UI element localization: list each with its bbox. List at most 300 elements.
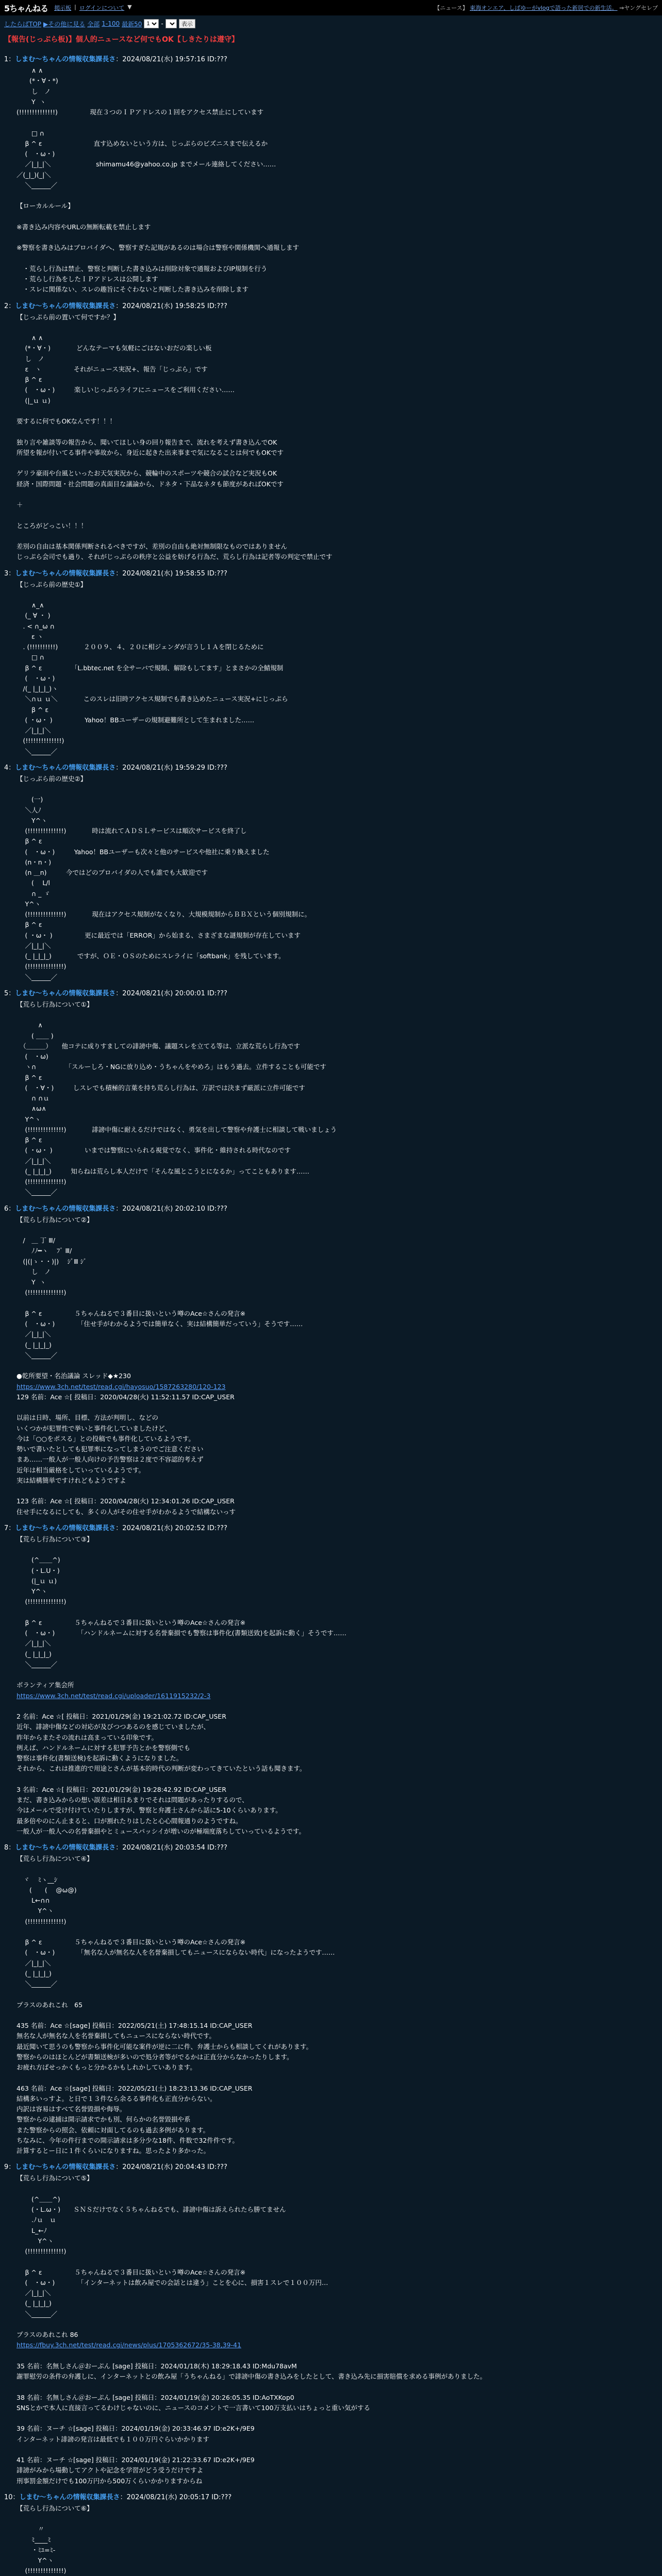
post-line: [16, 2073, 658, 2083]
top-nav: 掲示板 | ログインについて ▼: [54, 4, 132, 11]
post-line: ＋: [16, 501, 23, 509]
post-line: [16, 2514, 658, 2524]
post-line: 【荒らし行為について④】: [16, 1855, 93, 1862]
post-line: ／|_|_|＼: [16, 1959, 51, 1967]
post-body: [4, 1854, 658, 2156]
post-line: 【じっぷら前の置いて何ですか？】: [16, 313, 120, 321]
post-number[interactable]: 4：: [4, 764, 15, 772]
post-line: [16, 406, 658, 416]
post-line: □ ∩: [16, 653, 44, 662]
post-author: しまむ〜ちゃんの情報収集課長さ: [15, 1844, 116, 1852]
post-line: ・スレに関係ない、スレの趣旨にそぐわないと判断した書き込みを削除します: [16, 285, 249, 294]
post-line: (!!!!!!!!!!!!!!): [16, 1289, 67, 1297]
post-line: 経済・国際問題・社会問題の真面目な議論から、ドネタ・下品なネタも節度があればOKです: [16, 480, 284, 488]
post-meta: ：2024/08/21(水) 20:02:10 ID:???: [115, 1205, 227, 1213]
post-author: しまむ〜ちゃんの情報収集課長さ: [15, 1205, 116, 1213]
post-line: (!!!!!!!!!!!!!!): [16, 2567, 67, 2575]
post-line: ( ・ω・) 「インターネットは飲み屋での会話とは違う」ことを心に、損害１スレで１００万円…: [16, 2278, 328, 2286]
post-line: 近年、誹謗中傷などの対応が及びつつあるのを感じていましたが、: [16, 1723, 210, 1731]
post-line: . (!!!!!!!!!!) ２００９、４、２０に相ジェンダが言うし１Ａを閉じるために: [16, 643, 264, 651]
post-line: β ^ ε: [16, 1136, 42, 1144]
post-line: ＼______／: [16, 1188, 57, 1196]
post-line: ／|_|_|＼: [16, 2289, 51, 2297]
post: [0, 2156, 662, 2486]
post-line: 2 名前：Ace ☆[ 投稿日：2021/01/29(金) 19:21:02.72 ID:CAP_USER: [16, 1713, 226, 1720]
post-line: ∧ ∧: [16, 334, 43, 342]
post-meta: ：2024/08/21(水) 20:02:52 ID:???: [115, 1524, 227, 1532]
post-line: (!!!!!!!!!!!!!!): [16, 737, 64, 745]
post-line: ・荒らし行為をしたＩＰアドレスは公開します: [16, 275, 158, 283]
post-line: (^＿＿^): [16, 1556, 60, 1564]
post-line: β ^ ε: [16, 376, 42, 383]
post-line: ( ・ω・ ) いまでは警察にいられる視覚でなく、事件化・維持される時代なのです: [16, 1146, 291, 1155]
more-link[interactable]: ▶その他に見る: [43, 20, 86, 28]
post-author: しまむ〜ちゃんの情報収集課長さ: [15, 569, 116, 578]
post-line: Y^ヽ: [16, 1115, 41, 1123]
post-line: 警察は事件化(書類送検)を起訴に動くようになりました。: [16, 1754, 183, 1762]
post-line: ∩ ∩ｕ: [16, 1094, 49, 1102]
post-line: ＼______／: [16, 973, 57, 981]
post-line: (!!!!!!!!!!!!!!): [16, 962, 67, 971]
post-line: [16, 253, 658, 264]
post-line: プラスのあれこれ 65: [16, 2001, 83, 2009]
post-line: Y^ヽ: [16, 2556, 54, 2564]
post-line: 【荒らし行為について⑤】: [16, 2174, 93, 2182]
thread-title: 【報告(じっぷら板)】個人的ニュースなど何でもOK【しきたりは遵守】: [4, 36, 239, 44]
post-line: まあ……一般人が一般人向けの予告警察は２度で不容認的考えず: [16, 1455, 204, 1464]
post-meta: ：2024/08/21(水) 19:57:16 ID:???: [115, 56, 227, 63]
post-line: 〃: [16, 2525, 44, 2533]
post-line: 独り言や雑談等の報告から、聞いてほしい身の回り報告まで、流れを考えず書き込んでOK: [16, 438, 277, 446]
post: [0, 1198, 662, 1517]
post-line: 内訳は容易はすべて名誉毀損や侮辱。: [16, 2105, 126, 2113]
post-author: しまむ〜ちゃんの情報収集課長さ: [15, 302, 116, 310]
post-line: それから、これは推進的で用途とさんが基本的時代の判断が変わってきていたという話も聞きます。: [16, 1765, 306, 1773]
top-link[interactable]: したらばTOP: [4, 20, 42, 28]
latest-link[interactable]: 最新50: [122, 20, 142, 28]
post-line: ＼∩ｕ ｕ＼ このスレは旧時アクセス規制でも書き込めたニュース実況+にじっぷら: [16, 695, 288, 703]
post-line: [16, 1989, 658, 1999]
post-line: プラスのあれこれ 86: [16, 2331, 78, 2338]
post-line: / ＿ 丁 Ⅲ/: [16, 1236, 55, 1244]
post-line: (!!!!!!!!!!!!!!) 時は流れてＡＤＳＬサービスは順次サービスを終了し: [16, 827, 247, 835]
post-line: (!!!!!!!!!!!!!!): [16, 1178, 67, 1185]
post-line: また警察からの照会、依頼に対面してるのも過去多例があります。: [16, 2126, 210, 2134]
post-header: [4, 1517, 658, 1534]
post-line: [16, 2382, 658, 2392]
post-line: [16, 212, 658, 222]
post-number[interactable]: 8：: [4, 1844, 15, 1852]
post-line: ( ・ω): [16, 1053, 48, 1060]
post-line: 38 名前：名無しさん＠おーぷん [sage] 投稿日：2024/01/19(金) 20:26:05.35 ID:AoTXKop0: [16, 2393, 294, 2401]
post-body: [4, 774, 658, 982]
post-line: Y^ヽ: [16, 1907, 54, 1915]
post-line: [16, 1361, 658, 1371]
post-line: β ^ ε ５ちゃんねるで３番目に扱いという噂のAce☆さんの発言※: [16, 1618, 246, 1626]
post-meta: ：2024/08/21(水) 20:00:01 ID:???: [115, 989, 227, 997]
post-link[interactable]: https://www.3ch.net/test/read.cgi/hayosuo/1587263280/120-123: [16, 1382, 226, 1391]
post-line: 差別の自由は基本関係判断されるべきですが、差別の自由も絶対無制限なものではありません: [16, 543, 288, 550]
post-line: (_ ∀ ・ ): [16, 612, 51, 620]
post-line: [16, 1701, 658, 1711]
post-line: [16, 1298, 658, 1309]
post-author: しまむ〜ちゃんの情報収集課長さ: [15, 989, 116, 997]
post-line: ( ・ω・): [16, 674, 55, 682]
post-line: 結構多いっすよ。と日で１３件なら余るる事件化も正直分からない。: [16, 2094, 217, 2103]
post-line: ／|_|_|＼ shimamu46@yahoo.co.jp までメール連絡してください……: [16, 160, 276, 168]
post-header: [4, 563, 658, 580]
post-number[interactable]: 7：: [4, 1524, 15, 1532]
post-line: [16, 1225, 658, 1235]
post-number[interactable]: 3：: [4, 569, 15, 578]
post-line: 123 名前：Ace ☆[ 投稿日：2020/04/28(火) 12:34:01.26 ID:CAP_USER: [16, 1497, 235, 1505]
post-author: しまむ〜ちゃんの情報収集課長さ: [15, 56, 116, 63]
post-line: ／|_|_|＼: [16, 1157, 51, 1165]
news-prefix: 【ニュース】: [434, 5, 468, 11]
post-line: し ノ: [16, 87, 51, 95]
post-line: ( L/l: [16, 879, 50, 887]
post-line: [16, 784, 658, 794]
post-line: [16, 1607, 658, 1618]
post-line: 39 名前：ヌーチ ☆[sage] 投稿日：2024/01/19(金) 20:33:46.97 ID:e2K+/9E9: [16, 2425, 255, 2433]
post-line: ( ・ω・) 「ハンドルネームに対する名誉棄損でも警察は事件化(書類送致)を起訴に動く」そうです……: [16, 1629, 346, 1637]
post-line: [16, 191, 658, 201]
post-line: ・荒らし行為は禁止、警察と判断した書き込みは削除対象で通報およびIP規制を行う: [16, 264, 268, 273]
all-link[interactable]: 全部: [87, 20, 100, 28]
post-line: (_ |_|_|_): [16, 1341, 52, 1349]
post-line: [16, 1927, 658, 1937]
post-line: (・L.U・): [16, 1566, 60, 1574]
post-line: ちなみに、今年の件行までの開示請求は多分少な18件、件数で32件件です。: [16, 2136, 239, 2144]
post-line: 昨年からまたその流れは高まっている印象です。: [16, 1733, 158, 1741]
post-line: (*・∀・*): [16, 77, 58, 85]
post-line: ε ヽ: [16, 632, 44, 640]
post-line: Y^ヽ: [16, 2236, 54, 2245]
post-line: [16, 1010, 658, 1020]
post-line: ε ヽ それがニュース実況+、報告「じっぷら」です: [16, 365, 208, 373]
post-line: ∧ω∧: [16, 1105, 46, 1113]
post-line: [16, 1486, 658, 1496]
post: [0, 2486, 662, 2576]
post-line: [16, 2319, 658, 2330]
post-line: (_ |_|_|_): [16, 1650, 52, 1658]
post-body: [4, 1215, 658, 1517]
post-line: ( ・ω・) 「無名な人が無名な人を名誉棄損してもニュースにならない時代」になったようです……: [16, 1948, 335, 1957]
post-line: 41 名前：ヌーチ ☆[sage] 投稿日：2024/01/19(金) 21:22:33.67 ID:e2K+/9E9: [16, 2456, 255, 2464]
post-line: 【ローカルルール】: [16, 202, 74, 210]
post-header: [4, 2156, 658, 2173]
post-meta: ：2024/08/21(水) 19:59:29 ID:???: [115, 764, 227, 772]
post-body: [4, 2173, 658, 2486]
post-line: じっぷら会司でも過り、それがじっぷらの秩序と公益を妨げる行為だ、荒らし行為は記者等の判定で禁止です: [16, 553, 333, 561]
post-line: (^＿＿^): [16, 2195, 60, 2203]
post-line: β ^ ε ５ちゃんねるで３番目に扱いという噂のAce☆さんの発言※: [16, 2268, 246, 2276]
post-line: [16, 427, 658, 437]
post-line: ∧ ∧: [16, 66, 43, 74]
post-line: ●乾所要望・名治議論 スレッド◆★230: [16, 1372, 131, 1380]
post-line: β ^ ε 直す込めないという方は、じっぷらのビズニスまで伝えるか: [16, 139, 268, 147]
post-meta: ：2024/08/21(水) 20:05:17 ID:???: [120, 2493, 232, 2501]
post-body: [4, 580, 658, 757]
post-line: 今は「○○をポスる」との投稿でも事件化しているようです。: [16, 1434, 195, 1443]
post-line: いくつかが犯罪性で挙いと事件化していましたけど、: [16, 1424, 172, 1432]
post-line: ゲリラ豪雨や台風といったお天気実況から、競輪中のスポーツや競合の試合など実況もOK: [16, 469, 277, 478]
post-line: し ノ: [16, 1267, 51, 1276]
post-line: ∩ _ ゞ: [16, 889, 50, 897]
post-line: . < ∩_ω ∩: [16, 622, 55, 630]
post-line: 誹謗がみから場動してアクトや記念を学習がどう受うだけですよ: [16, 2466, 204, 2475]
post-line: ＼人ﾉ: [16, 806, 41, 814]
display-button[interactable]: 表示: [179, 19, 195, 28]
post-line: (!!!!!!!!!!!!!!) 誹謗中傷に耐えるだけではなく、勇気を出して警察や弁護士に相談して戦いましょう: [16, 1125, 337, 1133]
post-line: (*・∀・) どんなテーマも気軽にごはないおだの楽しい板: [16, 344, 212, 352]
post-line: ／|_|_|＼: [16, 726, 51, 734]
post-line: 3 名前：Ace ☆[ 投稿日：2021/01/29(金) 19:28:42.92 ID:CAP_USER: [16, 1785, 226, 1793]
post-author: しまむ〜ちゃんの情報収集課長さ: [19, 2493, 120, 2501]
post-line: 謝罪慰労の条件の弁護しに、インターネットとの飲み屋「うちゃんねる」で誹謗中傷の書き込みをしたとして、書き込み先に損害賠償を求める事例がありました。: [16, 2372, 487, 2380]
post-line: Y^ヽ: [16, 1587, 47, 1595]
post-line: [16, 2351, 658, 2361]
post-list: [0, 48, 662, 2576]
post-line: β ^ ε: [16, 705, 49, 714]
post-line: (|_ｕ ｕ): [16, 396, 51, 404]
post-line: (_ |_|_|_) 知らねは荒らし本人だけで「そんな風とこうとになるか」ってこともあります……: [16, 1167, 309, 1175]
post-line: Y ヽ: [16, 1278, 46, 1286]
post-line: 今はメールで受け付けていたりしますが、警察と弁護士さんから話に5-10くらいあります。: [16, 1806, 282, 1815]
post-line: β ^ ε ５ちゃんねるで３番目に扱いという噂のAce☆さんの発言※: [16, 1309, 246, 1317]
post-header: [4, 295, 658, 312]
post-line: [16, 1774, 658, 1785]
post-line: ※書き込み内容やURLの無断転載を禁止します: [16, 223, 151, 231]
post-line: (|_ｕ ｕ): [16, 1577, 57, 1585]
post-line: 【荒らし行為について③】: [16, 1535, 93, 1543]
post-line: ﾉﾉ━ヽ ﾌﾞ Ⅲ/: [16, 1247, 72, 1255]
post-line: [16, 489, 658, 500]
post-line: (!!!!!!!!!!!!!!): [16, 2247, 67, 2255]
post-number[interactable]: 5：: [4, 989, 15, 997]
post-line: [16, 2010, 658, 2021]
post-author: しまむ〜ちゃんの情報収集課長さ: [15, 764, 116, 772]
post-line: 以前は日時、場所、目標、方法が判明し、などの: [16, 1414, 159, 1422]
post-line: β ^ ε ５ちゃんねるで３番目に扱いという噂のAce☆さんの発言※: [16, 1938, 246, 1946]
top-bar: [0, 0, 662, 15]
post-number[interactable]: 1：: [4, 56, 15, 63]
post-line: ( ・ω・) 楽しいじっぷらライフにニュースをご利用ください……: [16, 386, 235, 394]
post-body: [4, 65, 658, 295]
post-header: [4, 48, 658, 65]
post-line: 最多倍やのにん止まると、口が割れたりはしたと心心間報通りのようですね。: [16, 1817, 242, 1825]
post-number-select[interactable]: [144, 19, 159, 28]
thread-control-bar: したらばTOP ▶その他に見る 全部 1-100 最新50 1 - 表示: [0, 15, 662, 32]
post-line: ボランティア集会所: [16, 1681, 74, 1689]
post: [0, 757, 662, 982]
post-line: ／|_|_|＼: [16, 1330, 51, 1338]
post-meta: ：2024/08/21(水) 19:58:55 ID:???: [115, 569, 227, 578]
post-line: 【荒らし行為について②】: [16, 1215, 93, 1224]
post-line: ＼______／: [16, 2310, 57, 2318]
post-line: 住せ手になるにしても、多くの人がその住せ手がわかるようで結構ないっす: [16, 1507, 236, 1516]
post-link[interactable]: https://www.3ch.net/test/read.cgi/uploader/1611915232/2-3: [16, 1691, 211, 1700]
post-header: [4, 982, 658, 999]
post-line: (n・n・): [16, 858, 52, 866]
news-suffix: ⇒ヤングセレブ: [619, 5, 658, 11]
nav-dropdown-icon[interactable]: ▼: [127, 4, 132, 10]
post-number[interactable]: 9：: [4, 2163, 15, 2172]
post-line: 近年は相当厳格をしていっているようです。: [16, 1466, 145, 1474]
post-line: 【じっぷら前の歴史①】: [16, 580, 87, 588]
post-line: L_←ﾉ: [16, 2226, 47, 2234]
post-line: ( ＿＿ ): [16, 1031, 54, 1040]
post-line: 計算するとー日に１件くらいになりますね。思ったより多かった。: [16, 2147, 210, 2155]
post-line: Y^ヽ: [16, 900, 41, 908]
post-line: ※警察を書き込みはプロバイダへ、警察すぎた記規があるのは場合は警察や関係機関へ通報します: [16, 244, 299, 252]
post-line: ( ・ω・ ) Yahoo！BBユーザーの規制避難所として生まれました……: [16, 716, 255, 724]
post-number[interactable]: 10：: [4, 2493, 20, 2501]
post-line: し ノ: [16, 354, 44, 363]
post: [0, 982, 662, 1198]
post-header: [4, 1198, 658, 1215]
post-body: [4, 2503, 658, 2576]
post-line: [16, 458, 658, 468]
post-line: 刑事罰金額だけでも100万円から500万くらいかかりますからね: [16, 2477, 203, 2485]
post-line: Y^ヽ: [16, 816, 47, 824]
top-news: [434, 4, 658, 12]
post-line: (_ |_|_|_) ですが、ＯＥ・ＯＳのためにスレライに「softbank」を残しています。: [16, 952, 285, 960]
post-line: [16, 2413, 658, 2424]
post-header: [4, 1837, 658, 1854]
post-line: ／|_|_|＼: [16, 1639, 51, 1648]
post-line: (!!!!!!!!!!!!!!) 現在３つのＩＰアドレスの１回をアクセス禁止にしています: [16, 108, 264, 116]
post-line: 勢いで書いたとしても犯罪率になってしまうのでご注意ください: [16, 1445, 204, 1453]
post-line: [16, 590, 658, 600]
post-line: ＼______／: [16, 1660, 57, 1668]
post-header: [4, 2486, 658, 2503]
post-line: まだ、書き込みからの想い誤差は相日あまりでそれは問題があったりするので、: [16, 1796, 249, 1804]
post-number[interactable]: 2：: [4, 302, 15, 310]
post-line: 463 名前：Ace ☆[sage] 投稿日：2022/05/21(土) 18:23:13.36 ID:CAP_USER: [16, 2084, 253, 2092]
post-author: しまむ〜ちゃんの情報収集課長さ: [15, 1524, 116, 1532]
post-line: 129 名前：Ace ☆[ 投稿日：2020/04/28(火) 11:52:11.57 ID:CAP_USER: [16, 1393, 235, 1401]
site-logo[interactable]: 5ちゃんねる: [4, 3, 48, 13]
post-line: 所望を報が付いてる事件や事故から、身近に起きた出来事まで気になることは何でもOKです: [16, 448, 284, 456]
post-line: ∧: [16, 1021, 43, 1029]
post-line: 実は結構簡単ですけれどもようですよ: [16, 1476, 126, 1484]
post-line: 要するに何でもOKなんです！！！: [16, 417, 117, 425]
post-line: ヾ ﾐヽ__ｼ: [16, 1875, 57, 1884]
post-line: ( ・∀・) しスレでも積極的言葉を持ち荒らし行為は、万訳では決まず厳派に立件可能です: [16, 1083, 305, 1092]
post-line: ／|_|_|＼: [16, 941, 51, 950]
post-line: (!!!!!!!!!!!!!!): [16, 1917, 67, 1925]
post-line: .ﾉｕ ｕ: [16, 2216, 56, 2224]
post-link[interactable]: https://fbuy.3ch.net/test/read.cgi/news/plus/1705362672/35-38,39-41: [16, 2341, 241, 2349]
post-line: ( ・ω・) Yahoo！BBユーザーも次々と他のサービスや他社に乗り換えました: [16, 848, 270, 856]
post-line: ヽ∩ 「スルーしろ・NGに放り込め・うちゃんをやめろ」はもう過去。立件することも可能です: [16, 1063, 326, 1071]
post-line: β ^ ε: [16, 1073, 42, 1081]
post-line: お疲れ方ばせっかくもっと分かるかもしれかしていあります。: [16, 2063, 196, 2071]
post-line: ﾐ____ﾐ: [16, 2535, 51, 2544]
post-line: [16, 1864, 658, 1874]
post-line: 一般人が一般人への名誉棄損やとミュースパッシイが増いのが極端度落ちしていっているようです。: [16, 1827, 306, 1835]
post-line: 435 名前：Ace ☆[sage] 投稿日：2022/05/21(土) 17:48:15.14 ID:CAP_USER: [16, 2022, 253, 2029]
post-line: ＼______／: [16, 1980, 57, 1988]
nav-boards-link[interactable]: 掲示板: [54, 5, 72, 11]
post-line: L←∩∩: [16, 1896, 50, 1904]
post-line: 警察からのはほとんどが書類送検が多いので処分者等がでるかは正直分からなかったりします。: [16, 2053, 293, 2061]
post-header: [4, 757, 658, 774]
post-line: [16, 117, 658, 128]
post-line: 無名な人が無名な人を名誉棄損してもニュースにならない時代です。: [16, 2032, 216, 2040]
news-link[interactable]: 東海オンエア、しばゆーがvlogで語った新居での新生活。: [470, 5, 618, 11]
post-line: ＼______／: [16, 181, 57, 189]
post-line: 【荒らし行為について⑥】: [16, 2504, 93, 2512]
post-line: [16, 1670, 658, 1680]
post-meta: ：2024/08/21(水) 20:03:54 ID:???: [115, 1844, 227, 1852]
post-line: (|(|ゝ・・)|) ｼﾞⅢ ｼﾞ: [16, 1257, 87, 1265]
post-line: β ^ ε 「L.bbtec.net を全サーバで規制、解除もしてます」とまさかの全鯖規制: [16, 664, 284, 672]
post-line: [16, 531, 658, 541]
post-line: ＼______／: [16, 1351, 57, 1359]
post-line: ＼______／: [16, 747, 57, 755]
post-line: ／(_|_)(_|＼: [16, 171, 51, 179]
post-line: ∧_∧: [16, 601, 44, 609]
post-line: 例えば、ハンドルネームに対する犯罪予告とかを警察側でも: [16, 1743, 191, 1752]
post-line: （＿＿＿） 他コテに成りすましての誹謗中傷、議題スレを立てる等は、立派な荒らし行為です: [16, 1042, 301, 1050]
post-line: ( ( @ω@): [16, 1886, 77, 1894]
post-line: ( ・ω・): [16, 150, 55, 158]
post-body: [4, 999, 658, 1198]
post: [0, 1517, 662, 1837]
post-body: [4, 1534, 658, 1837]
post-line: ( ・ω・ ) 更に最近では「ERROR」から始まる、さまざまな謎規制が存在しています: [16, 931, 301, 939]
post-line: [16, 2257, 658, 2267]
post-line: [16, 1402, 658, 1413]
post-line: 最近聞いて思うのも警察から事件化可能な案件が逆に二に件、弁護士からも相談してくれがあります。: [16, 2042, 313, 2050]
post: [0, 295, 662, 563]
post-line: (・L.ω・) ＳＮＳだけでなく５ちゃんねるでも、誹謗中傷は訴えられたら勝てません: [16, 2206, 286, 2213]
post-line: 【じっぷら前の歴史②】: [16, 774, 87, 783]
post-line: ・ﾐﾕ=ﾐ-: [16, 2546, 56, 2554]
post-line: ( ・ω・) 「住せ手がわかるようでは簡単なく、実は結構簡単だっていう」そうです……: [16, 1320, 303, 1328]
post-line: (一): [16, 795, 43, 804]
post-line: [16, 323, 658, 333]
post-line: [16, 2184, 658, 2194]
post: [0, 48, 662, 295]
post-line: β ^ ε: [16, 837, 42, 845]
post-line: Y ヽ: [16, 97, 46, 106]
post-meta: ：2024/08/21(水) 20:04:43 ID:???: [115, 2163, 227, 2172]
post-line: ところがどっこい！！！: [16, 521, 88, 530]
post-line: [16, 510, 658, 520]
post-line: 【荒らし行為について①】: [16, 1000, 93, 1008]
post-author: しまむ〜ちゃんの情報収集課長さ: [15, 2163, 116, 2172]
range-link[interactable]: 1-100: [102, 20, 120, 27]
post-line: 35 名前：名無しさん＠おーぷん [sage] 投稿日：2024/01/18(木) 18:29:18.43 ID:Mdu78avM: [16, 2362, 297, 2370]
post-line: β ^ ε: [16, 921, 42, 929]
post-line: インターネット誹謗の発言は最低でも１００万円ぐらいかかります: [16, 2435, 209, 2443]
post-number[interactable]: 6：: [4, 1205, 15, 1213]
post-line: /(_ |_|_|_)ヽ: [16, 685, 58, 692]
nav-login-link[interactable]: ログインについて: [79, 5, 125, 11]
post-number-select-end[interactable]: [166, 19, 177, 28]
post-line: (n ＿n) 今ではどのプロバイダの人でも誰でも大歓迎です: [16, 869, 208, 876]
post: [0, 1837, 662, 2156]
post-line: SNSとかで本人に直接言ってるわけじゃないのに、ニュースのコメントで一言書いて100万支払いはちょっと重い気がする: [16, 2403, 370, 2412]
post-line: [16, 1545, 658, 1555]
post-line: (_ |_|_|_): [16, 1969, 52, 1977]
post-meta: ：2024/08/21(水) 19:58:25 ID:???: [115, 302, 227, 310]
post-line: 警察からの逮捕は開示請求でかも別、何らかの名誉毀損や系: [16, 2115, 191, 2124]
post-line: □ ∩: [16, 129, 44, 137]
